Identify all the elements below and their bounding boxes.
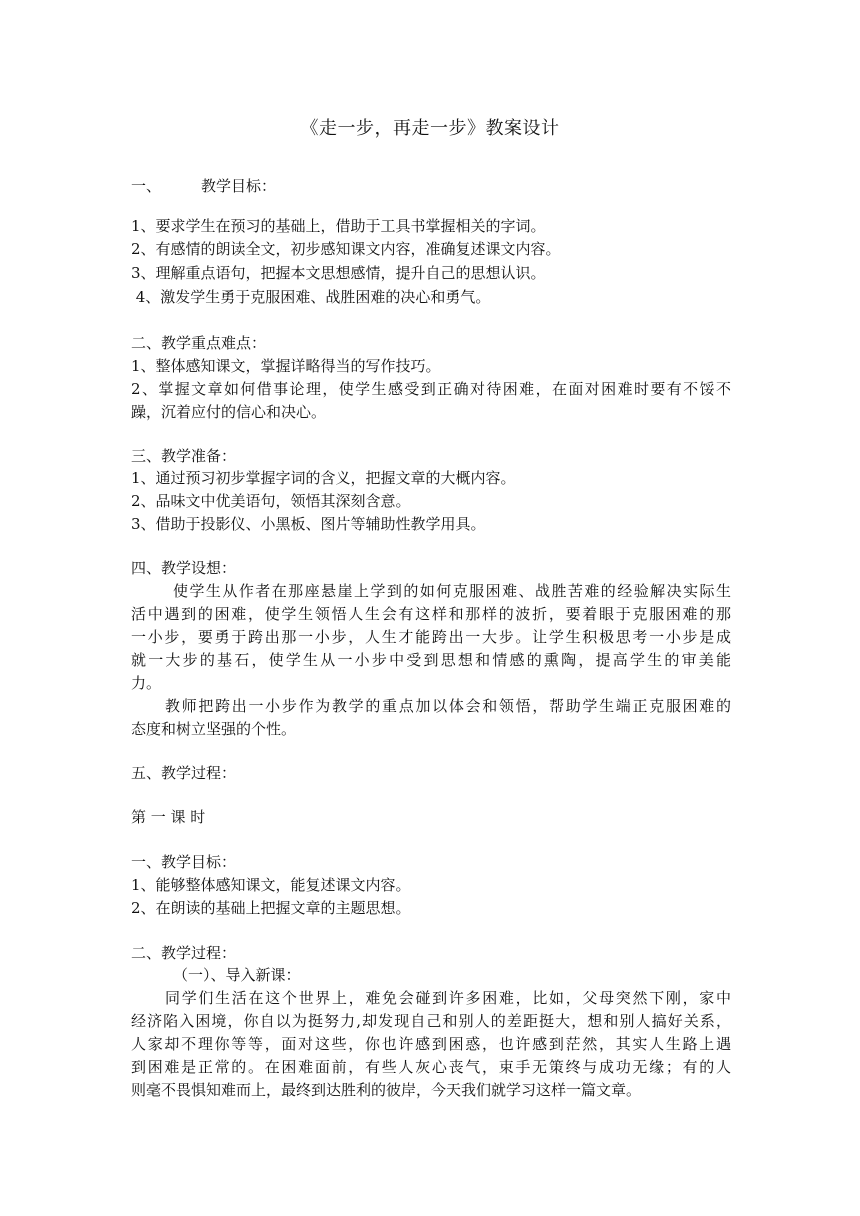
document-title: 《走一步，再走一步》教案设计: [300, 118, 560, 139]
section-3-heading: 三、教学准备：: [131, 447, 237, 465]
preparation-item-3: 3、借助于投影仪、小黑板、图片等辅助性教学用具。: [131, 515, 486, 533]
design-para-1-line-1: 使学生从作者在那座悬崖上学到的如何克服困难、战胜苦难的经验解决实际生: [173, 582, 731, 600]
section-1-number: 一、: [131, 177, 162, 195]
lesson-label: 第 一 课 时: [131, 808, 206, 826]
introduction-line-5: 则毫不畏惧知难而上，最终到达胜利的彼岸，今天我们就学习这样一篇文章。: [131, 1081, 642, 1099]
preparation-item-1: 1、通过预习初步掌握字词的含义，把握文章的大概内容。: [131, 469, 516, 487]
lesson-objective-2: 2、在朗读的基础上把握文章的主题思想。: [131, 899, 411, 917]
section-2-heading: 二、教学重点难点：: [131, 334, 267, 352]
introduction-line-2: 经济陷入困境，你自以为挺努力,却发现自己和别人的差距挺大，想和别人搞好关系，: [131, 1012, 731, 1030]
key-point-item-2: 2、掌握文章如何借事论理，使学生感受到正确对待困难，在面对困难时要有不馁不: [131, 380, 731, 398]
design-para-1-line-2: 活中遇到的困难，使学生领悟人生会有这样和那样的波折，要着眼于克服困难的那: [131, 605, 731, 623]
lesson-objective-1: 1、能够整体感知课文，能复述课文内容。: [131, 876, 411, 894]
introduction-line-1: 同学们生活在这个世界上，难免会碰到许多困难，比如，父母突然下刚，家中: [165, 989, 731, 1007]
lesson-introduction-heading: （一）、导入新课：: [173, 966, 301, 984]
lesson-objectives-heading: 一、教学目标：: [131, 853, 237, 871]
section-1-heading: [131, 175, 731, 197]
section-5-heading: 五、教学过程：: [131, 764, 237, 782]
design-para-1-line-3: 一小步，要勇于跨出那一小步，人生才能跨出一大步。让学生积极思考一小步是成: [131, 628, 731, 646]
key-point-item-1: 1、整体感知课文，掌握详略得当的写作技巧。: [131, 357, 441, 375]
design-para-1-line-4: 就一大步的基石，使学生从一小步中受到思想和情感的熏陶，提高学生的审美能: [131, 651, 731, 669]
design-para-1-line-5: 力。: [131, 674, 162, 692]
design-para-2-line-1: 教师把跨出一小步作为教学的重点加以体会和领悟，帮助学生端正克服困难的: [165, 697, 731, 715]
section-4-heading: 四、教学设想：: [131, 559, 237, 577]
introduction-line-3: 人家却不理你等等，面对这些，你也许感到困惑，也许感到茫然，其实人生路上遇: [131, 1035, 731, 1053]
introduction-line-4: 到困难是正常的。在困难面前，有些人灰心丧气，束手无策终与成功无缘；有的人: [131, 1058, 731, 1076]
key-point-item-2-cont: 躁，沉着应付的信心和决心。: [131, 403, 327, 421]
objective-item-1: 1、要求学生在预习的基础上，借助于工具书掌握相关的字词。: [131, 217, 546, 235]
lesson-process-heading: 二、教学过程：: [131, 944, 237, 962]
objective-item-3: 3、理解重点语句，把握本文思想感情，提升自己的思想认识。: [131, 264, 546, 282]
objective-item-2: 2、有感情的朗读全文，初步感知课文内容，准确复述课文内容。: [131, 240, 561, 258]
preparation-item-2: 2、品味文中优美语句，领悟其深刻含意。: [131, 492, 411, 510]
objective-item-4: 4、激发学生勇于克服困难、战胜困难的决心和勇气。: [131, 288, 491, 306]
section-1-title: 教学目标：: [201, 177, 277, 195]
design-para-2-line-2: 态度和树立坚强的个性。: [131, 720, 297, 738]
